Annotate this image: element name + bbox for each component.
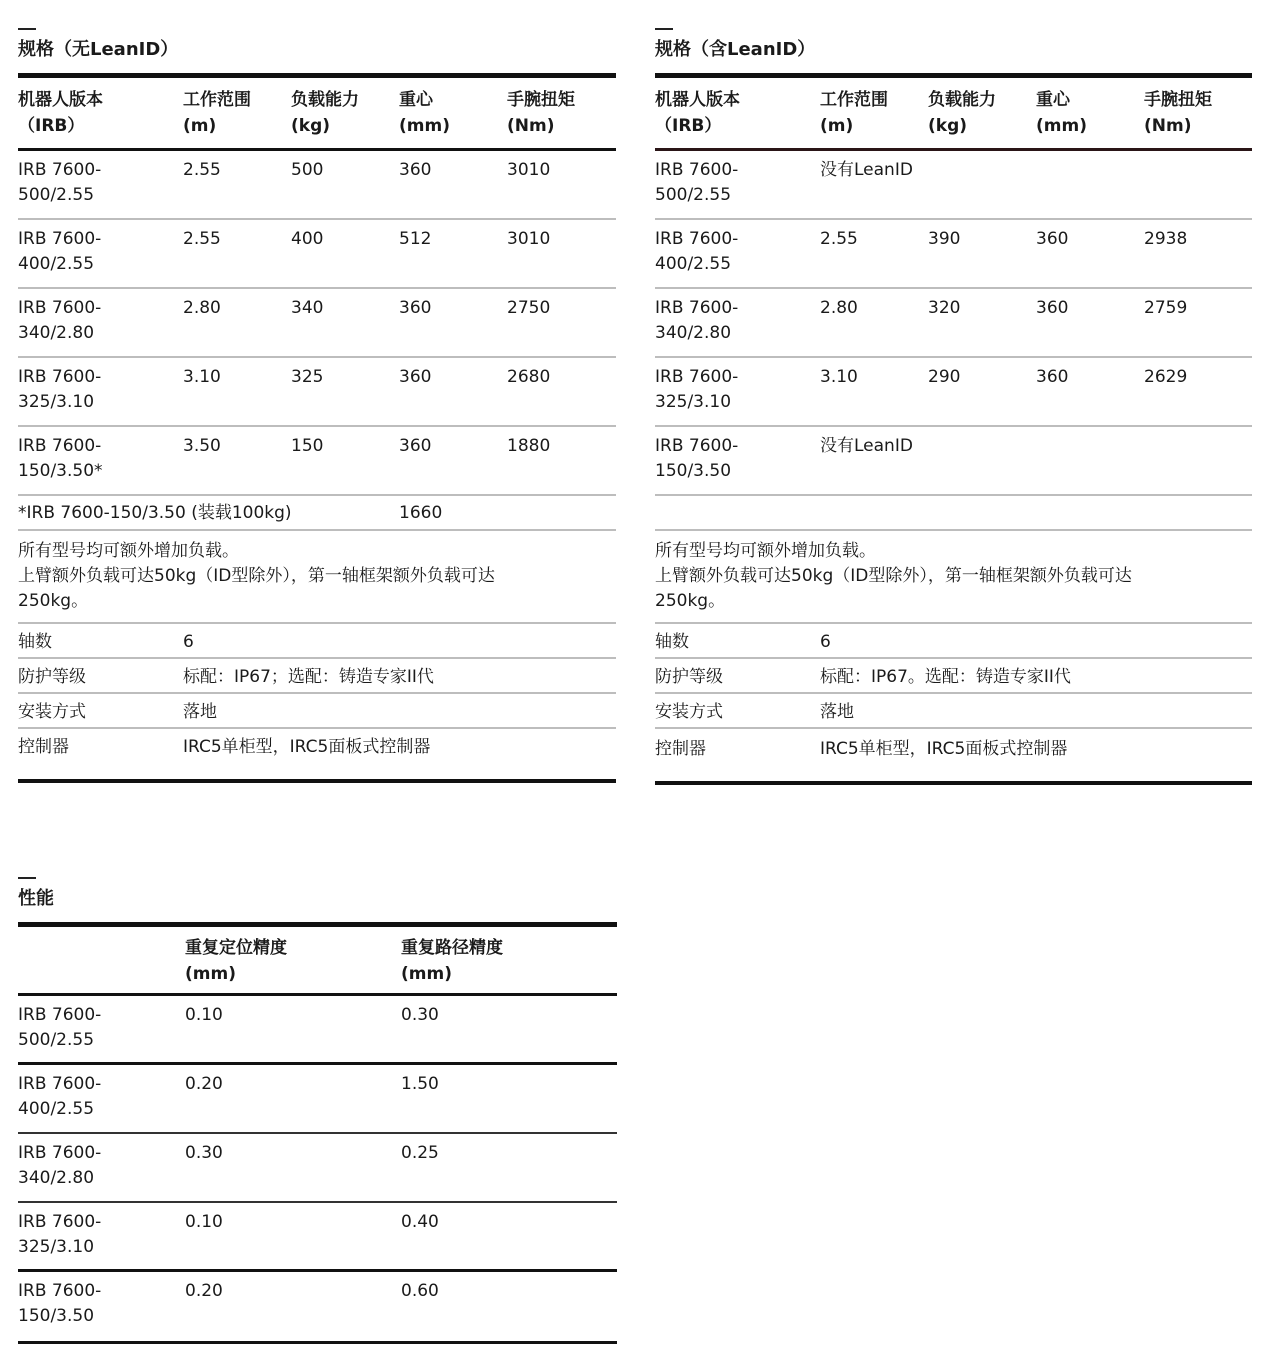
table-row: IRB 7600- 500/2.55 没有LeanID (655, 151, 1252, 220)
header-model (18, 935, 185, 993)
table-row: IRB 7600- 150/3.50 没有LeanID (655, 427, 1252, 496)
spec-row-controller: 控制器 IRC5单柜型，IRC5面板式控制器 (18, 737, 431, 757)
spec-row-protection: 防护等级 标配：IP67。选配：铸造专家II代 (655, 659, 1252, 694)
header-payload: 负载能力 (kg) (291, 90, 359, 136)
table-row: IRB 7600- 150/3.50* 3.50 150 360 1880 (18, 427, 616, 496)
header-position-repeatability: 重复定位精度 (mm) (185, 938, 287, 984)
spec-table-with-leanid (655, 28, 1252, 785)
section-title: 规格（无LeanID） (18, 39, 179, 60)
section-title: 性能 (18, 888, 54, 909)
header-torque: 手腕扭矩 (Nm) (1144, 90, 1212, 136)
bottom-rule (18, 1341, 617, 1344)
header-torque: 手腕扭矩 (Nm) (507, 90, 575, 136)
table-row: IRB 7600- 340/2.80 2.80 340 360 2750 (18, 289, 616, 358)
extra-load-note: 所有型号均可额外增加负载。 上臂额外负载可达50kg（ID型除外），第一轴框架额外负载可达 250kg。 (655, 531, 1252, 624)
table-row: IRB 7600- 340/2.80 2.80 320 360 2759 (655, 289, 1252, 358)
header-reach: 工作范围 (m) (820, 90, 888, 136)
table-row: IRB 7600- 500/2.55 0.10 0.30 (18, 996, 617, 1065)
spec-row-axes: 轴数 6 (18, 624, 616, 659)
bottom-rule (655, 781, 1252, 785)
table-row: IRB 7600- 340/2.80 0.30 0.25 (18, 1134, 617, 1203)
header-cog: 重心 (mm) (1036, 90, 1087, 136)
section-dash (655, 28, 673, 30)
spec-row-axes: 轴数 6 (655, 624, 1252, 659)
table-row: IRB 7600- 325/3.10 3.10 290 360 2629 (655, 358, 1252, 427)
spec-row-controller: 控制器 IRC5单柜型，IRC5面板式控制器 (655, 739, 1068, 759)
section-dash (18, 877, 36, 879)
spec-row-mounting: 安装方式 落地 (655, 694, 1252, 729)
table-row: IRB 7600- 500/2.55 2.55 500 360 3010 (18, 151, 616, 220)
header-reach: 工作范围 (m) (183, 90, 251, 136)
table-row: IRB 7600- 150/3.50 0.20 0.60 (18, 1281, 439, 1326)
header-payload: 负载能力 (kg) (928, 90, 996, 136)
table-row: IRB 7600- 400/2.55 0.20 1.50 (18, 1065, 617, 1134)
extra-load-note: 所有型号均可额外增加负载。 上臂额外负载可达50kg（ID型除外），第一轴框架额外负载可达 250kg。 (18, 531, 616, 624)
table-header (655, 78, 1252, 148)
table-row: IRB 7600- 400/2.55 2.55 400 512 3010 (18, 220, 616, 289)
table-row: IRB 7600- 400/2.55 2.55 390 360 2938 (655, 220, 1252, 289)
header-model: 机器人版本 （IRB） (18, 90, 103, 136)
spec-table-without-leanid (18, 28, 616, 783)
performance-table (18, 877, 617, 1344)
footnote-label: *IRB 7600-150/3.50 (装载100kg) (18, 503, 292, 523)
spec-row-protection: 防护等级 标配：IP67；选配：铸造专家II代 (18, 659, 616, 694)
spec-row-mounting: 安装方式 落地 (18, 694, 616, 729)
footnote-value: 1660 (399, 503, 443, 523)
table-header (18, 927, 617, 993)
table-row: IRB 7600- 325/3.10 0.10 0.40 (18, 1203, 617, 1272)
table-header (18, 78, 616, 148)
header-cog: 重心 (mm) (399, 90, 450, 136)
footnote-row (18, 496, 616, 531)
section-title: 规格（含LeanID） (655, 39, 816, 60)
bottom-rule (18, 779, 616, 783)
table-row: IRB 7600- 325/3.10 3.10 325 360 2680 (18, 358, 616, 427)
footnote-row-empty (655, 496, 1252, 531)
section-dash (18, 28, 36, 30)
header-model: 机器人版本 （IRB） (655, 90, 740, 136)
header-path-repeatability: 重复路径精度 (mm) (401, 938, 503, 984)
